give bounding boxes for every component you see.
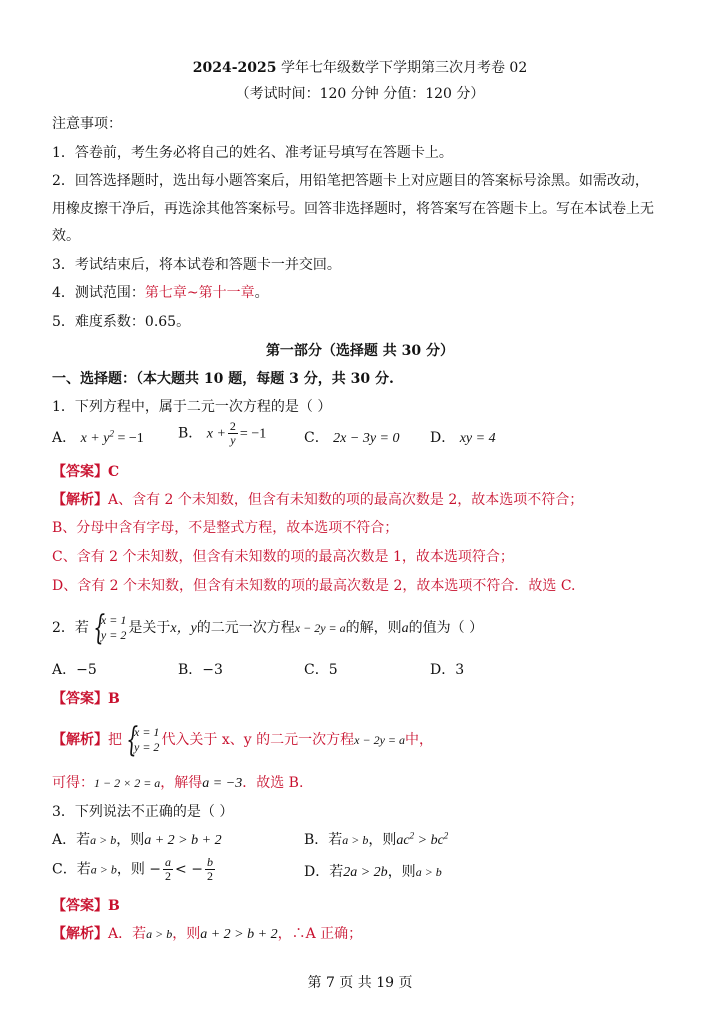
notes-heading: 注意事项： xyxy=(52,116,122,132)
q3-option-b: B．若a > b，则$ac^2 > bc^2$ xyxy=(304,830,449,848)
q3-stem: 3．下列说法不正确的是（ ） xyxy=(52,804,234,820)
q3-explanation-1: 【解析】A．若a > b，则a + 2 > b + 2，∴A 正确； xyxy=(52,926,363,942)
q2-option-d: D．3 xyxy=(430,662,465,678)
q1-explanation-3: C、含有 2 个未知数，但含有未知数的项的最高次数是 1，故本选项符合； xyxy=(52,549,514,565)
part1-heading: 第一部分（选择题 共 30 分） xyxy=(265,343,455,359)
q2-answer: 【答案】B xyxy=(52,691,120,707)
q1-option-d: D． xy = 4 xyxy=(430,430,496,446)
section-heading: 一、选择题：（本大题共 10 题，每题 3 分，共 30 分. xyxy=(52,371,394,387)
note-2-line-3: 效。 xyxy=(52,228,80,244)
q1-answer: 【答案】C xyxy=(52,464,120,480)
q2-option-a: A．−5 xyxy=(52,662,97,678)
q2-stem: 2．若 { x = 1 y = 2 是关于x，y的二元一次方程x − 2y = a的解，则a的值为（ ） xyxy=(52,608,484,648)
q1-explanation-1: 【解析】A、含有 2 个未知数，但含有未知数的项的最高次数是 2，故本选项不符合； xyxy=(52,492,584,508)
q3-answer: 【答案】B xyxy=(52,898,120,914)
note-5: 5．难度系数：0.65。 xyxy=(52,314,191,330)
q1-option-a: A． $x + y^2 = -1$ xyxy=(52,428,144,446)
page-footer: 第 7 页 共 19 页 xyxy=(307,975,413,991)
note-2-line-1: 2．回答选择题时，选出每小题答案后，用铅笔把答题卡上对应题目的答案标号涂黑。如需改动， xyxy=(52,173,649,189)
note-3: 3．考试结束后，将本试卷和答题卡一并交回。 xyxy=(52,257,341,273)
q2-equation-system: { x = 1 y = 2 xyxy=(93,608,127,648)
exam-title: 2024-2025 学年七年级数学下学期第三次月考卷 02 xyxy=(192,60,528,76)
q3-option-c: C．若a > b，则 − $\frac{a}{2}$ < − $\frac{b}{2}$ xyxy=(52,855,213,883)
q3-option-d: D．若2a > 2b，则a > b xyxy=(304,864,442,880)
q3-option-a: A．若a > b，则a + 2 > b + 2 xyxy=(52,832,222,848)
test-range: 第七章~第十一章 xyxy=(144,285,255,301)
exam-subtitle: （考试时间：120 分钟 分值：120 分） xyxy=(235,86,485,102)
q1-option-b: B． x + $\frac{2}{y}$ = −1 xyxy=(178,419,267,447)
q1-option-c: C． 2x − 3y = 0 xyxy=(304,430,400,446)
q2-option-c: C．5 xyxy=(304,662,338,678)
q1-explanation-2: B、分母中含有字母，不是整式方程，故本选项不符合； xyxy=(52,520,399,536)
q1-stem: 1．下列方程中，属于二元一次方程的是（ ） xyxy=(52,399,332,415)
note-2-line-2: 用橡皮擦干净后，再选涂其他答案标号。回答非选择题时，将答案写在答题卡上。写在本试卷上无 xyxy=(52,201,654,217)
note-1: 1．答卷前，考生务必将自己的姓名、准考证号填写在答题卡上。 xyxy=(52,145,453,161)
q2-option-b: B．−3 xyxy=(178,662,223,678)
q2-explanation-1: 【解析】把 { x = 1 y = 2 代入关于 x、y 的二元一次方程x − 2y = a中， xyxy=(52,720,434,760)
note-4: 4．测试范围：第七章~第十一章。 xyxy=(52,285,269,301)
q1-explanation-4: D、含有 2 个未知数，但含有未知数的项的最高次数是 2，故本选项不符合．故选 C. xyxy=(52,578,576,594)
q2-explanation-2: 可得：1 − 2 × 2 = a，解得a = −3．故选 B. xyxy=(52,775,304,791)
